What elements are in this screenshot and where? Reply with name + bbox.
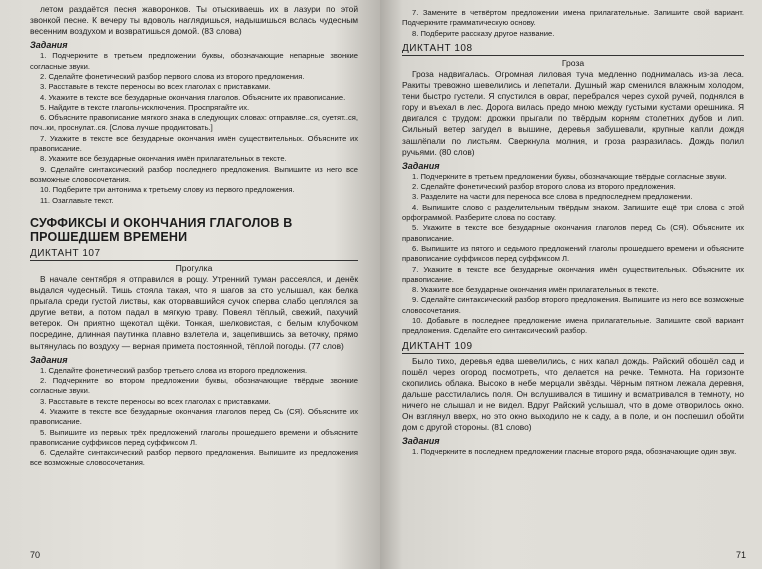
task-item: 6. Выпишите из пятого и седьмого предложений глаголы прошедшего времени и объясните правописание суффиксов перед суффиксом Л. xyxy=(402,243,744,264)
task-item: 1. Подчеркните в последнем предложении гласные второго ряда, обозначающие один звук. xyxy=(412,447,737,457)
dictation-text: Было тихо, деревья едва шевелились, с них капал дождь. Райский обошёл сад и пошёл через огород посмотреть, что делается на речке. Темнота. На горизонте скопились облака. Высоко в небе мерцали звёзды. Чёрным пятном лежала деревня, дальше расстилались поля. Он вслушивался в тишину и всматривался в темноту, но ничего не слышал и не видел. Вдруг Райский услышал, что в доме отворилось окно. Он взглянул вверх, но это окно выходило не к саду, а в поле, и он поспешил обойти дом с другой стороны. (81 слово) xyxy=(402,355,744,433)
tasks-list xyxy=(402,172,744,337)
task-item: 8. Укажите все безударные окончания имён прилагательных в тексте. xyxy=(412,285,659,295)
right-page xyxy=(380,0,762,569)
section-title: СУФФИКСЫ И ОКОНЧАНИЯ ГЛАГОЛОВ В ПРОШЕДШЕМ ВРЕМЕНИ xyxy=(30,215,293,244)
task-item: 8. Подберите рассказу другое название. xyxy=(412,28,555,38)
dictation-label: ДИКТАНТ 108 xyxy=(402,43,744,56)
task-item: 7. Укажите в тексте все безударные окончания имён существительных. Объясните их правописание. xyxy=(30,133,358,154)
task-item: 2. Сделайте фонетический разбор первого слова из второго предложения. xyxy=(40,71,305,81)
task-item: 9. Сделайте синтаксический разбор второго предложения. Выпишите из него все возможные словосочетания. xyxy=(402,295,744,315)
task-item: 1. Подчеркните в третьем предложении буквы, обозначающие твёрдые согласные звуки. xyxy=(412,171,727,181)
dictation-text: В начале сентября я отправился в рощу. Утренний туман рассеялся, и денёк выдался чудесный. Тишь стояла такая, что я шагов за сто услышал, как белка прыгала среди густой листвы, как оторвавшийся сучок сперва слабо цеплялся за другие ветви, а потом падал в мягкую траву. Повеял тёплый, свежий, пахучий ветерок. Он приятно щекотал щёки. Тонкая, шелковистая, с белым клубочком посредине, длинная паутинка плавно взлетела и, зацепившись за веточку, прямо вытянулась по воздуху — верная примета постоянной, тёплой погоды. (77 слов) xyxy=(30,273,358,351)
task-item: 2. Подчеркните во втором предложении буквы, обозначающие твёрдые звонкие согласные звуки. xyxy=(30,375,358,396)
tasks-heading: Задания xyxy=(402,160,440,171)
task-item: 5. Выпишите из первых трёх предложений глаголы прошедшего времени и объясните правописание суффиксов перед суффиксом Л. xyxy=(30,427,358,447)
task-item: 3. Разделите на части для переноса все слова в предпоследнем предложении. xyxy=(412,192,693,202)
tasks-heading: Задания xyxy=(30,354,68,365)
tasks-heading: Задания xyxy=(30,40,68,51)
task-item: 11. Озаглавьте текст. xyxy=(40,195,114,205)
task-item: 1. Подчеркните в третьем предложении буквы, обозначающие непарные звонкие согласные звуки. xyxy=(30,51,358,71)
dictation-label: ДИКТАНТ 107 xyxy=(30,248,358,261)
dictation-text: Гроза надвигалась. Огромная лиловая туча медленно поднималась из-за леса. Ракиты тревожно шевелились и лепетали. Душный жар сменился влажным холодом, тени быстро густели. Я спустился в овраг, перебрался через сухой ручей, поднялся в гору и въехал в лес. Дорога вилась предо мною между густыми кустами орешника. Я двигался с трудом: дрожки прыгали по твёрдым корням столетних дубов и лип. Сильный ветер загудел в вышине, деревья забушевали, крупные капли дождя зашлёпали по листьям. Сверкнула молния, и гроза разразилась. Дождь полил ручьями. (80 слов) xyxy=(402,68,744,157)
intro-paragraph: летом раздаётся песня жаворонков. Ты отыскиваешь их в лазури по этой звонкой песне. К вечеру ты вдоволь наглядишься, надышишься вслась чудесным весенним воздухом и возвратишься домой. (83 слова) xyxy=(30,4,358,37)
task-item: 8. Укажите все безударные окончания имён прилагательных в тексте. xyxy=(40,154,287,164)
task-item: 6. Объясните правописание мягкого знака в следующих словах: отправляе..ся, суетят..ся, поч..ки, проснулат..ся. [Слова лучше продиктовать.] xyxy=(30,113,359,133)
task-item: 1. Сделайте фонетический разбор третьего слова из второго предложения. xyxy=(40,365,308,375)
tasks-list xyxy=(402,447,744,457)
task-item: 3. Расставьте в тексте переносы во всех глаголах с приставками. xyxy=(40,82,271,92)
task-item: 4. Укажите в тексте все безударные окончания глаголов перед Сь (СЯ). Объясните их правописание. xyxy=(30,406,358,427)
dictation-title: Гроза xyxy=(561,57,585,68)
page-number: 70 xyxy=(30,550,41,560)
tasks-list xyxy=(30,366,358,469)
tasks-heading: Задания xyxy=(402,436,440,447)
task-item: 7. Укажите в тексте все безударные окончания имён существительных. Объясните их правописание. xyxy=(402,264,744,284)
left-page xyxy=(0,0,380,569)
task-item: 4. Выпишите слово с разделительным твёрдым знаком. Запишите ещё три слова с этой орфограммой. Разберите слова по составу. xyxy=(402,202,744,222)
task-item: 4. Укажите в тексте все безударные окончания глаголов. Объясните их правописание. xyxy=(40,92,346,102)
task-item: 9. Сделайте синтаксический разбор последнего предложения. Выпишите из него все возможные словосочетания. xyxy=(30,164,358,185)
page-number: 71 xyxy=(735,550,746,560)
task-item: 5. Найдите в тексте глаголы-исключения. Проспрягайте их. xyxy=(40,102,250,112)
task-item: 6. Сделайте синтаксический разбор первого предложения. Выпишите из предложения все возможные словосочетания. xyxy=(30,448,358,468)
dictation-label: ДИКТАНТ 109 xyxy=(402,341,744,354)
task-item: 3. Расставьте в тексте переносы во всех глаголах с приставками. xyxy=(40,396,271,406)
task-item: 10. Добавьте в последнее предложение имена прилагательные. Запишите свой вариант предложения. Сделайте его синтаксический разбор. xyxy=(402,316,744,336)
task-item: 5. Укажите в тексте все безударные окончания глаголов перед Сь (СЯ). Объясните их правописание. xyxy=(402,223,744,243)
tasks-list xyxy=(30,51,358,206)
task-item: 2. Сделайте фонетический разбор второго слова из второго предложения. xyxy=(412,182,676,191)
task-item: 10. Подберите три антонима к третьему слову из первого предложения. xyxy=(40,185,295,195)
dictation-title: Прогулка xyxy=(175,262,213,273)
tasks-list xyxy=(402,8,744,39)
task-item: 7. Замените в четвёртом предложении имена прилагательные. Запишите свой вариант. Подчеркните грамматическую основу. xyxy=(402,8,744,28)
